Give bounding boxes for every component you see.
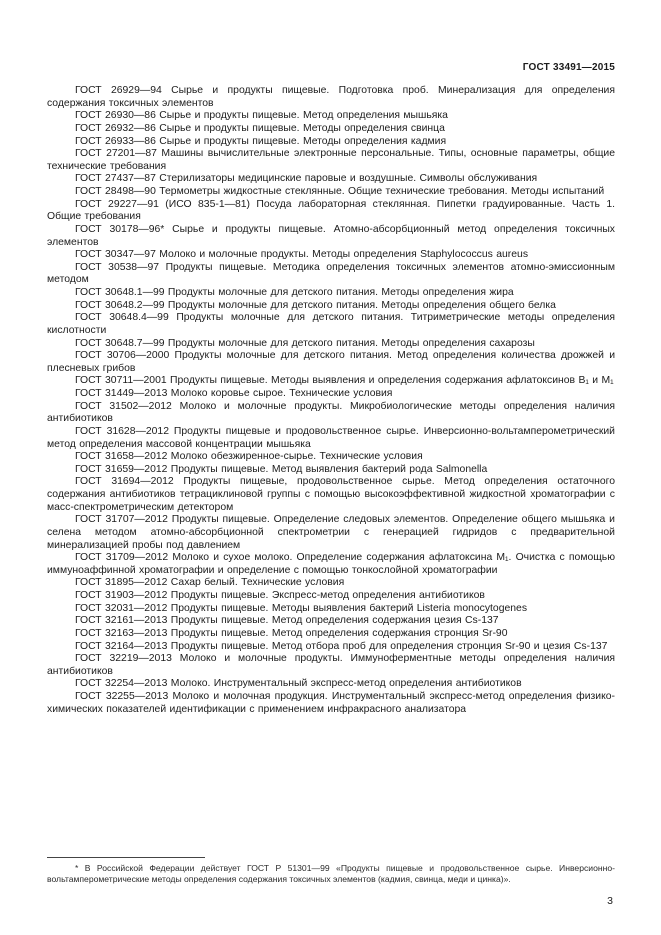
- reference-item: ГОСТ 31502—2012 Молоко и молочные продукты. Микробиологические методы определения наличия антибиотиков: [47, 400, 615, 425]
- footnote: * В Российской Федерации действует ГОСТ Р 51301—99 «Продукты пищевые и продовольственное сырье. Инверсионно-вольтамперометрические методы определения содержания токсичных элементов (кадмия, свинца, меди и цинка)».: [47, 863, 615, 884]
- reference-item: ГОСТ 32161—2013 Продукты пищевые. Метод определения содержания цезия Cs-137: [75, 615, 499, 627]
- reference-item: ГОСТ 30706—2000 Продукты молочные для детского питания. Метод определения количества дрожжей и плесневых грибов: [47, 350, 615, 374]
- footnote-block: [47, 857, 615, 885]
- reference-item: ГОСТ 28498—90 Термометры жидкостные стеклянные. Общие технические требования. Методы испытаний: [75, 186, 605, 197]
- reference-item: ГОСТ 32219—2013 Молоко и молочные продукты. Иммуноферментные методы определения наличия антибиотиков: [47, 653, 615, 677]
- reference-item: ГОСТ 32254—2013 Молоко. Инструментальный экспресс-метод определения антибиотиков: [75, 678, 522, 690]
- reference-item: ГОСТ 27437—87 Стерилизаторы медицинские паровые и воздушные. Символы обслуживания: [75, 173, 538, 185]
- footnote-divider: [47, 857, 205, 858]
- reference-item: ГОСТ 26933—86 Сырье и продукты пищевые. Методы определения кадмия: [75, 135, 447, 147]
- reference-item: ГОСТ 30648.7—99 Продукты молочные для детского питания. Методы определения сахарозы: [75, 337, 535, 349]
- reference-item: ГОСТ 30648.1—99 Продукты молочные для детского питания. Методы определения жира: [75, 287, 514, 298]
- reference-item: ГОСТ 32163—2013 Продукты пищевые. Метод определения содержания стронция Sr-90: [75, 627, 508, 639]
- reference-item: ГОСТ 30648.2—99 Продукты молочные для детского питания. Методы определения общего белка: [75, 299, 556, 311]
- reference-item: ГОСТ 26932—86 Сырье и продукты пищевые. Методы определения свинца: [75, 122, 445, 134]
- reference-item: ГОСТ 31709—2012 Молоко и сухое молоко. Определение содержания афлатоксина М₁. Очистка с помощью иммуноаффинной хроматографии и определение с помощью тонкослойной хроматографии: [47, 552, 615, 576]
- reference-item: ГОСТ 31895—2012 Сахар белый. Технические условия: [75, 577, 345, 589]
- page-number: 3: [607, 895, 613, 907]
- reference-item: ГОСТ 30648.4—99 Продукты молочные для детского питания. Титриметрические методы определения кислотности: [47, 312, 615, 336]
- reference-item: ГОСТ 31694—2012 Продукты пищевые, продовольственное сырье. Метод определения остаточного содержания антибиотиков тетрациклиновой группы с помощью высокоэффективной жидкостной хроматографии с масс-спектрометрическим детектором: [47, 476, 615, 513]
- reference-item: ГОСТ 31628—2012 Продукты пищевые и продовольственное сырье. Инверсионно-вольтамперометрический метод определения массовой концентрации мышьяка: [47, 425, 615, 450]
- reference-item: ГОСТ 30178—96* Сырье и продукты пищевые. Атомно-абсорбционный метод определения токсичных элементов: [47, 223, 615, 248]
- reference-item: ГОСТ 31707—2012 Продукты пищевые. Определение следовых элементов. Определение общего мышьяка и селена методом атомно-абсорбционной спектрометрии с генерацией гидридов с предварительной минерализацией пробы под давлением: [47, 514, 615, 551]
- reference-item: ГОСТ 32031—2012 Продукты пищевые. Методы выявления бактерий Listeria monocytogenes: [75, 602, 528, 614]
- reference-item: ГОСТ 30347—97 Молоко и молочные продукты. Методы определения Staphylococcus aureus: [75, 249, 529, 261]
- reference-item: ГОСТ 31903—2012 Продукты пищевые. Экспресс-метод определения антибиотиков: [75, 590, 485, 601]
- reference-item: ГОСТ 30538—97 Продукты пищевые. Методика определения токсичных элементов атомно-эмиссионным методом: [47, 261, 615, 286]
- reference-item: ГОСТ 26930—86 Сырье и продукты пищевые. Метод определения мышьяка: [75, 110, 448, 122]
- reference-item: ГОСТ 32164—2013 Продукты пищевые. Метод отбора проб для определения стронция Sr-90 и цезия Cs-137: [75, 640, 608, 652]
- reference-item: ГОСТ 31658—2012 Молоко обезжиренное-сырье. Технические условия: [75, 451, 423, 463]
- reference-item: ГОСТ 29227—91 (ИСО 835-1—81) Посуда лабораторная стеклянная. Пипетки градуированные. Часть 1. Общие требования: [47, 198, 615, 223]
- references-list: [47, 85, 615, 716]
- reference-item: ГОСТ 31659—2012 Продукты пищевые. Метод выявления бактерий рода Salmonella: [75, 463, 488, 475]
- reference-item: ГОСТ 30711—2001 Продукты пищевые. Методы выявления и определения содержания афлатоксинов В₁ и М₁: [75, 375, 614, 387]
- reference-item: ГОСТ 27201—87 Машины вычислительные электронные персональные. Типы, основные параметры, общие технические требования: [47, 148, 615, 172]
- reference-item: ГОСТ 32255—2013 Молоко и молочная продукция. Инструментальный экспресс-метод определения физико-химических показателей идентификации с применением инфракрасного анализатора: [47, 691, 615, 715]
- reference-item: ГОСТ 31449—2013 Молоко коровье сырое. Технические условия: [75, 388, 393, 399]
- doc-number: ГОСТ 33491—2015: [522, 62, 615, 73]
- reference-item: ГОСТ 26929—94 Сырье и продукты пищевые. Подготовка проб. Минерализация для определения содержания токсичных элементов: [47, 85, 615, 109]
